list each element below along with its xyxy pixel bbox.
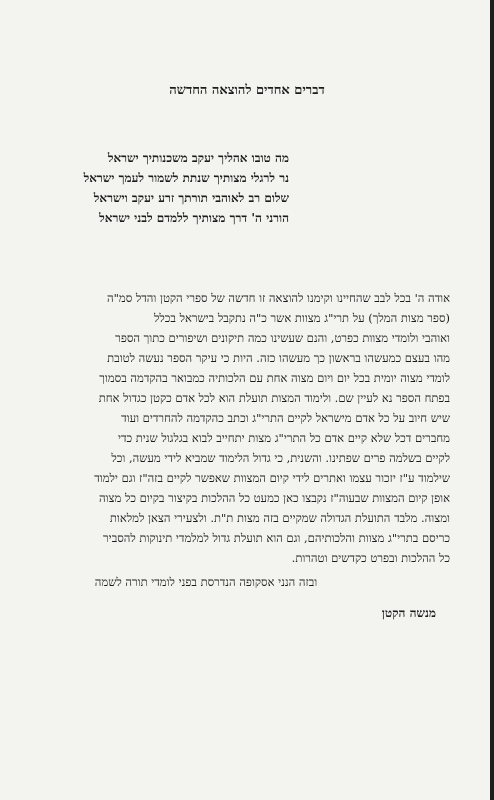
body-line: ומצוה. מלבד התועלת הגדולה שמקיים בזה מצות ת"ת. ולצעירי הצאן למלאות [109, 511, 450, 525]
author-signature: מנשה הקטן [381, 606, 436, 620]
body-line: שיש חיוב על כל אדם מישראל לקיים התרי"ג וכתב כהקדמה להחרדים ועוד [121, 411, 450, 425]
body-line: ואוהבי ולומדי מצוות כפרט, והנם שעשינו כמה תיקונים ושיפורים כתוך הספר [115, 331, 450, 345]
body-line: שילמוד ע"ז יזכור עצמו ואתרים לידי קיום המצוות שאפשר לקיים בזה"ז וגם ילמוד [94, 471, 450, 485]
body-line: בפתח הספר נא לעיין שם. ולימוד המצות תועלת הוא לכל אדם כקטן כגדול אחת [98, 391, 450, 405]
verse-line: הורני ה' דרך מצותיך ללמדם לבני ישראל [99, 211, 289, 225]
body-line: לומדי מצוה יומית בכל יום ויום מצוה אחת עם הלכותיה כמבואר בהקדמה בסמוך [99, 371, 450, 385]
body-line: מהו בעצם כמעשהו בראשון כך מעשהו כזה. היות כי עיקר הספר נעשה לטובת [107, 351, 450, 365]
body-line: מחברים דכל שלא קיים אדם כל התרי"ג מצות יתחייב לבוא בגלגול שנית כדי [117, 431, 450, 445]
verse-line: שלום רב לאוהבי תורתך זרע יעקב וישראל [93, 191, 289, 205]
page-heading: דברים אחדים להוצאה החדשה [169, 83, 325, 98]
body-line: (ספר מצות המלך) על תרי"ג מצוות אשר כ"ה נתקבל בישראל בכלל [154, 311, 450, 325]
body-paragraph [44, 288, 450, 568]
verse-line: נר לרגלי מצותיך שנתת לשמור לעמך ישראל [83, 171, 289, 185]
body-line: כריסם בתרי"ג מצוות והלכותיהם, וגם הוא תועלת גדול למלמדי תינוקות להסביר [103, 531, 450, 545]
opening-verses [84, 148, 289, 228]
body-line: אופן קיום המצוות שבעוה"ז נקבצו כאן כמעט כל ההלכות בקיצור בקיום כל מצוה [98, 491, 450, 505]
page-edge-shadow [490, 0, 494, 800]
body-line: אודה ה' בכל לבב שהחיינו וקימנו להוצאה זו חדשה של ספרי הקטן והדל סמ"ה [106, 291, 450, 305]
body-line: לקיים בשלמה פרים שפתינו. והשנית, כי גדול הלימוד שמביא לידי מעשה, וכל [111, 451, 450, 465]
closing-line: ובזה הנני אסקופה הנדרסת בפני לומדי תורה לשמה [94, 575, 318, 589]
verse-line: מה טובו אהליך יעקב משכנותיך ישראל [107, 151, 289, 165]
body-line: כל ההלכות ובפרט כקדשים וטהרות. [291, 551, 450, 565]
